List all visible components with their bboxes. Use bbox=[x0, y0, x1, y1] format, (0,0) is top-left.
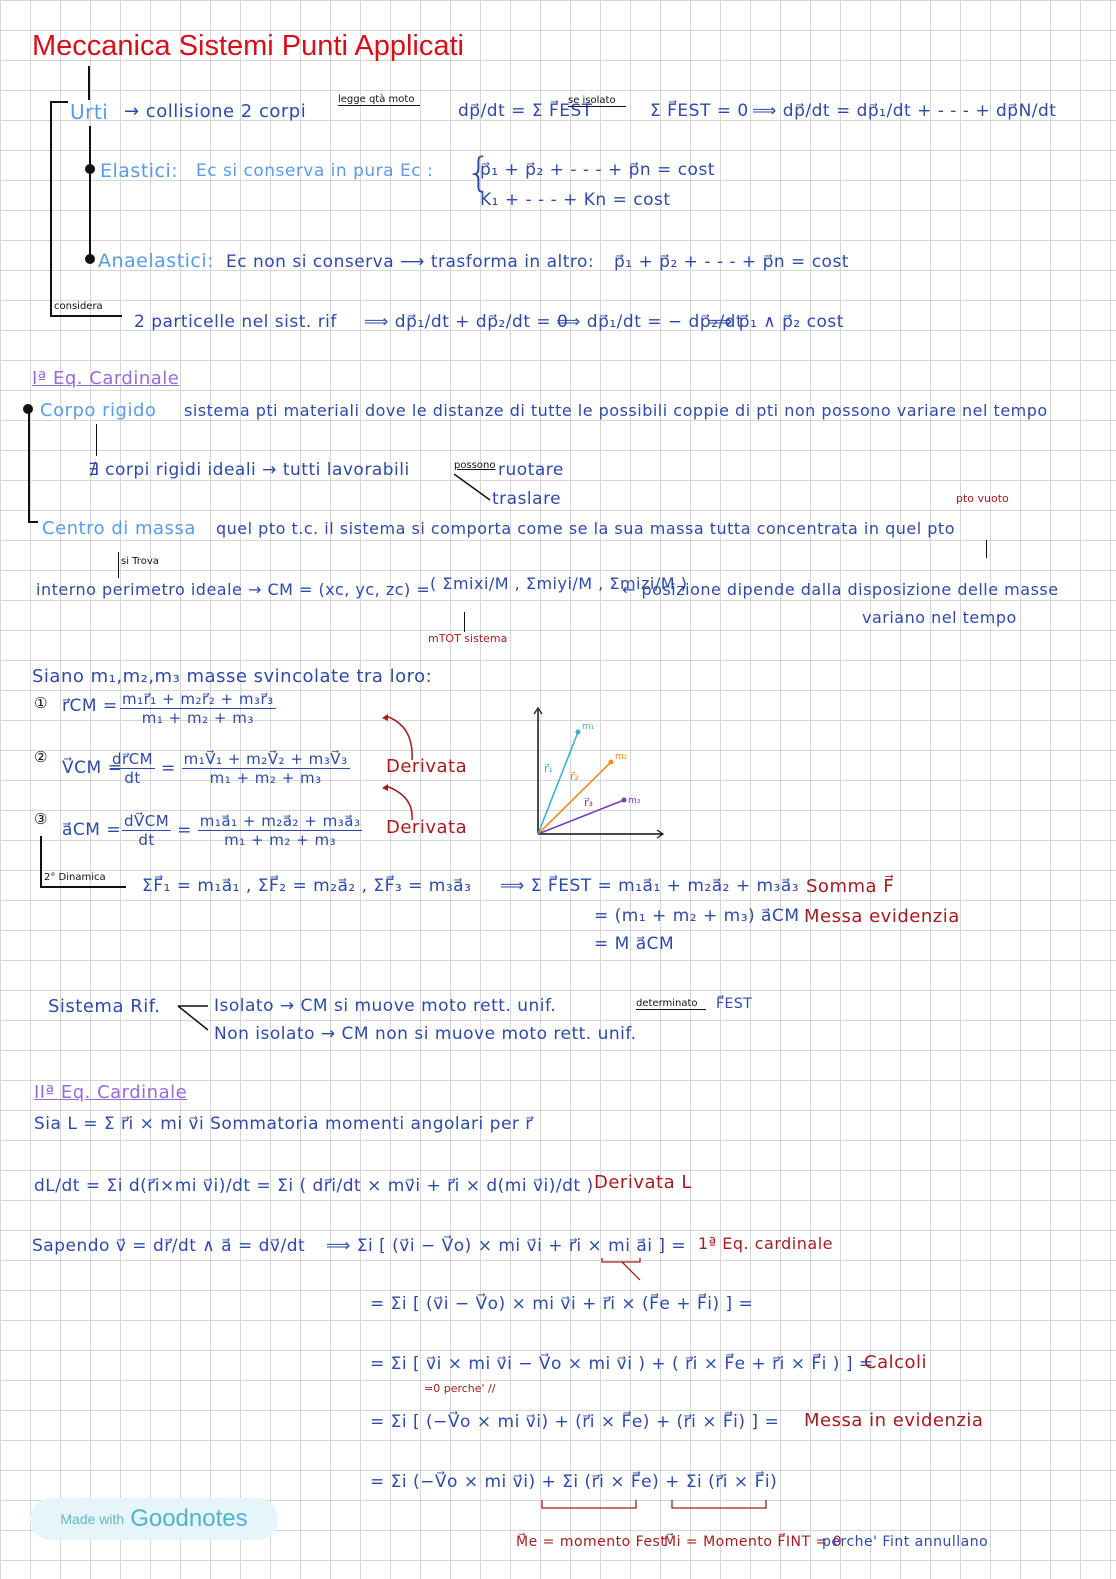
elastici-label: Elastici: bbox=[100, 160, 179, 182]
tree-line bbox=[118, 552, 119, 578]
derivata-note-1: Derivata bbox=[386, 756, 468, 777]
si-trova-label: si Trova bbox=[121, 556, 159, 567]
note-1-eq-cardinale: 1ª Eq. cardinale bbox=[698, 1234, 833, 1253]
eq1-lhs: r⃗CM = bbox=[62, 696, 118, 716]
somma-note: Somma F⃗ bbox=[806, 876, 895, 897]
tree-line bbox=[50, 101, 52, 317]
eq1-denominator: m₁ + m₂ + m₃ bbox=[141, 709, 254, 727]
ruotare-text: ruotare bbox=[498, 460, 564, 480]
traslare-text: traslare bbox=[492, 489, 562, 509]
eq2-denominator: m₁ + m₂ + m₃ bbox=[209, 769, 322, 787]
section-heading-eq2: IIª Eq. Cardinale bbox=[34, 1082, 188, 1103]
step-5: = Σi (−V⃗o × mi v⃗i) + Σi (r⃗i × F⃗e) + Σi (r⃗i × F⃗i) bbox=[370, 1472, 778, 1492]
eq3-lhs: a⃗CM = bbox=[62, 820, 122, 840]
messa-evidenzia-note: Messa in evidenzia bbox=[804, 1410, 984, 1431]
considera-eq3: ⟹ p⃗₁ ∧ p⃗₂ cost bbox=[708, 312, 844, 332]
tree-line bbox=[28, 521, 38, 523]
anelastici-eq: p⃗₁ + p⃗₂ + - - - + p⃗n = cost bbox=[614, 252, 849, 272]
bullet-dot bbox=[23, 404, 33, 414]
isolato-text: Isolato → CM si muove moto rett. unif. bbox=[214, 996, 557, 1016]
variano-text: variano nel tempo bbox=[862, 608, 1017, 627]
step-4: = Σi [ (−V⃗o × mi v⃗i) + (r⃗i × F⃗e) + (r⃗i × F⃗i) ] = bbox=[370, 1412, 780, 1432]
eq1-fraction bbox=[120, 690, 276, 727]
eq3-mid: $\frac{dV⃗CM}{dt}$ = $\frac{\text{m₁a⃗₁ + m₂a⃗₂ + m₃a⃗₃}}{\text{m₁ + m₂ + m₃}}$ bbox=[124, 812, 361, 849]
centro-label: Centro di massa bbox=[42, 518, 196, 539]
tree-line bbox=[986, 540, 987, 558]
diagram-label-m2: m₂ bbox=[615, 752, 628, 762]
diagram-vector-r3: r⃗₃ bbox=[584, 796, 593, 809]
me-note: M⃗e = momento Fest bbox=[516, 1534, 667, 1550]
ideali-text: ∄ corpi rigidi ideali → tutti lavorabili bbox=[88, 460, 410, 480]
posizione-text: ← posizione dipende dalla disposizione delle masse bbox=[622, 580, 1059, 599]
interno-text: interno perimetro ideale → CM = (xc, yc, zc) = bbox=[36, 580, 431, 599]
section-heading-eq1: Iª Eq. Cardinale bbox=[32, 368, 180, 389]
brace-icon: { bbox=[466, 150, 492, 196]
zero-perche-note: =0 perche' // bbox=[424, 1382, 496, 1395]
step-2: = Σi [ (v⃗i − V⃗o) × mi v⃗i + r⃗i × (F⃗e + F⃗i) ] = bbox=[370, 1294, 754, 1314]
dinamica-label: 2° Dinamica bbox=[44, 872, 106, 883]
derivata-arrow-icon bbox=[380, 712, 420, 762]
made-with-label: Made with bbox=[60, 1511, 125, 1527]
corpo-label: Corpo rigido bbox=[40, 400, 157, 421]
eq2-numerator: m₁V⃗₁ + m₂V⃗₂ + m₃V⃗₃ bbox=[183, 750, 348, 768]
bullet-dot bbox=[85, 164, 95, 174]
fest-line-2: = (m₁ + m₂ + m₃) a⃗CM bbox=[594, 906, 800, 926]
considera-eq2: ⟹ dp⃗₁/dt = − dp⃗₂/dt bbox=[556, 312, 744, 332]
considera-text: 2 particelle nel sist. rif bbox=[134, 312, 337, 332]
eq3-numerator: m₁a⃗₁ + m₂a⃗₂ + m₃a⃗₃ bbox=[199, 812, 361, 830]
dl-equation: dL/dt = Σi d(r⃗i×mi v⃗i)/dt = Σi ( dr⃗i/dt × mv⃗i + r⃗i × d(mi v⃗i)/dt ) bbox=[34, 1176, 594, 1196]
possono-label: possono bbox=[454, 460, 496, 471]
urti-eq2: Σ F⃗EST = 0 bbox=[650, 101, 749, 121]
goodnotes-badge bbox=[30, 1498, 278, 1540]
urti-eq1: dp⃗/dt = Σ F⃗EST bbox=[458, 101, 593, 121]
calcoli-note: Calcoli bbox=[864, 1352, 928, 1373]
tree-line bbox=[40, 836, 42, 888]
eq2-mid-num: dr⃗CM bbox=[112, 750, 154, 768]
derivata-l-note: Derivata L bbox=[594, 1172, 692, 1193]
eq2-mid-den: dt bbox=[124, 769, 141, 787]
fest-label: F⃗EST bbox=[716, 996, 753, 1012]
eq2-mid: $\frac{dr⃗CM}{dt}$ = $\frac{\text{m₁V⃗₁ + m₂V⃗₂ + m₃V⃗₃}}{\text{m₁ + m₂ + m₃}}$ bbox=[112, 750, 348, 787]
masse-intro: Siano m₁,m₂,m₃ masse svincolate tra loro: bbox=[32, 666, 433, 687]
fest-line-1: ⟹ Σ F⃗EST = m₁a⃗₁ + m₂a⃗₂ + m₃a⃗₃ bbox=[500, 876, 800, 896]
eq3-mid-den: dt bbox=[138, 831, 155, 849]
urti-text: → collisione 2 corpi bbox=[124, 101, 307, 122]
centro-text: quel pto t.c. il sistema si comporta come se la sua massa tutta concentrata in quel pto bbox=[216, 519, 955, 538]
considera-eq1: ⟹ dp⃗₁/dt + dp⃗₂/dt = 0 bbox=[364, 312, 569, 332]
eq3-denominator: m₁ + m₂ + m₃ bbox=[224, 831, 337, 849]
eq-number-3: ③ bbox=[34, 810, 48, 828]
derivata-arrow-icon bbox=[380, 782, 420, 822]
tree-line bbox=[50, 101, 68, 103]
bullet-dot bbox=[85, 254, 95, 264]
anelastici-label: Anaelastici: bbox=[98, 250, 215, 272]
tree-line bbox=[89, 126, 91, 260]
eq3-mid-num: dV⃗CM bbox=[124, 812, 170, 830]
step-1: ⟹ Σi [ (v⃗i − V⃗o) × mi v⃗i + r⃗i × mi a⃗i ] = bbox=[326, 1236, 687, 1256]
arrow-isolato bbox=[568, 95, 626, 107]
sistema-rif-label: Sistema Rif. bbox=[48, 996, 161, 1017]
eq1-numerator: m₁r⃗₁ + m₂r⃗₂ + m₃r⃗₃ bbox=[122, 690, 274, 708]
cm-formula: ( Σmixi/M , Σmiyi/M , Σmizi/M ) bbox=[430, 574, 688, 593]
diagram-vector-r2: r⃗₂ bbox=[570, 770, 579, 783]
eq-number-1: ① bbox=[34, 694, 48, 712]
pto-vuoto-note: pto vuoto bbox=[956, 492, 1009, 505]
perche-note: perche' Fint annullano bbox=[822, 1534, 989, 1550]
branch-lines bbox=[454, 474, 494, 504]
messa-note: Messa evidenzia bbox=[804, 906, 960, 927]
fest-line-3: = M a⃗CM bbox=[594, 934, 675, 954]
arrow-label: legge qtà moto bbox=[338, 94, 420, 106]
bracket-arrow bbox=[600, 1258, 644, 1284]
tree-line bbox=[88, 66, 90, 100]
underbrace bbox=[540, 1500, 770, 1512]
considera-label: considera bbox=[54, 301, 103, 312]
arrow-label: se isolato bbox=[568, 95, 626, 107]
goodnotes-logo: Goodnotes bbox=[130, 1505, 248, 1532]
corpo-text: sistema pti materiali dove le distanze di tutte le possibili coppie di pti non possono variare nel tempo bbox=[184, 401, 1048, 420]
urti-eq3: ⟹ dp⃗/dt = dp⃗₁/dt + - - - + dp⃗N/dt bbox=[752, 101, 1057, 121]
anelastici-text: Ec non si conserva ⟶ trasforma in altro: bbox=[226, 252, 595, 272]
arrow-legge bbox=[338, 94, 420, 106]
tree-line bbox=[464, 612, 465, 632]
diagram-vector-r1: r⃗₁ bbox=[544, 762, 553, 775]
elastici-eq1: p⃗₁ + p⃗₂ + - - - + p⃗n = cost bbox=[480, 160, 715, 180]
elastici-eq2: K₁ + - - - + Kn = cost bbox=[480, 190, 671, 210]
mi-note: M⃗i = Momento F⃗INT = 0 bbox=[664, 1534, 843, 1550]
tree-line bbox=[40, 886, 126, 888]
eq-number-2: ② bbox=[34, 748, 48, 766]
diagram-label-m1: m₁ bbox=[582, 722, 595, 732]
sia-text: Sia L = Σ r⃗i × mi v⃗i Sommatoria momenti angolari per r⃗ bbox=[34, 1114, 533, 1134]
step-3: = Σi [ v⃗i × mi v⃗i − V⃗o × mi v⃗i ) + ( r⃗i × F⃗e + r⃗i × F⃗i ) ] = bbox=[370, 1354, 874, 1374]
m-tot-note: mTOT sistema bbox=[428, 632, 508, 645]
tree-line bbox=[96, 424, 97, 456]
sapendo-text: Sapendo v⃗ = dr⃗/dt ∧ a⃗ = dv⃗/dt bbox=[32, 1236, 306, 1256]
page-title: Meccanica Sistemi Punti Applicati bbox=[32, 30, 464, 62]
tree-line bbox=[28, 410, 30, 522]
urti-heading: Urti bbox=[70, 100, 109, 124]
tree-line bbox=[50, 315, 122, 317]
forces-text: ΣF⃗₁ = m₁a⃗₁ , ΣF⃗₂ = m₂a⃗₂ , ΣF⃗₃ = m₃a⃗₃ bbox=[142, 876, 472, 896]
elastici-text: Ec si conserva in pura Ec : bbox=[196, 161, 434, 181]
branch-lines bbox=[178, 1004, 212, 1034]
non-isolato-text: Non isolato → CM non si muove moto rett. unif. bbox=[214, 1024, 637, 1044]
derivata-note-2: Derivata bbox=[386, 817, 468, 838]
determinato-label: determinato bbox=[636, 998, 706, 1010]
diagram-label-m3: m₃ bbox=[628, 796, 641, 806]
eq2-lhs: V⃗CM = bbox=[62, 758, 123, 778]
